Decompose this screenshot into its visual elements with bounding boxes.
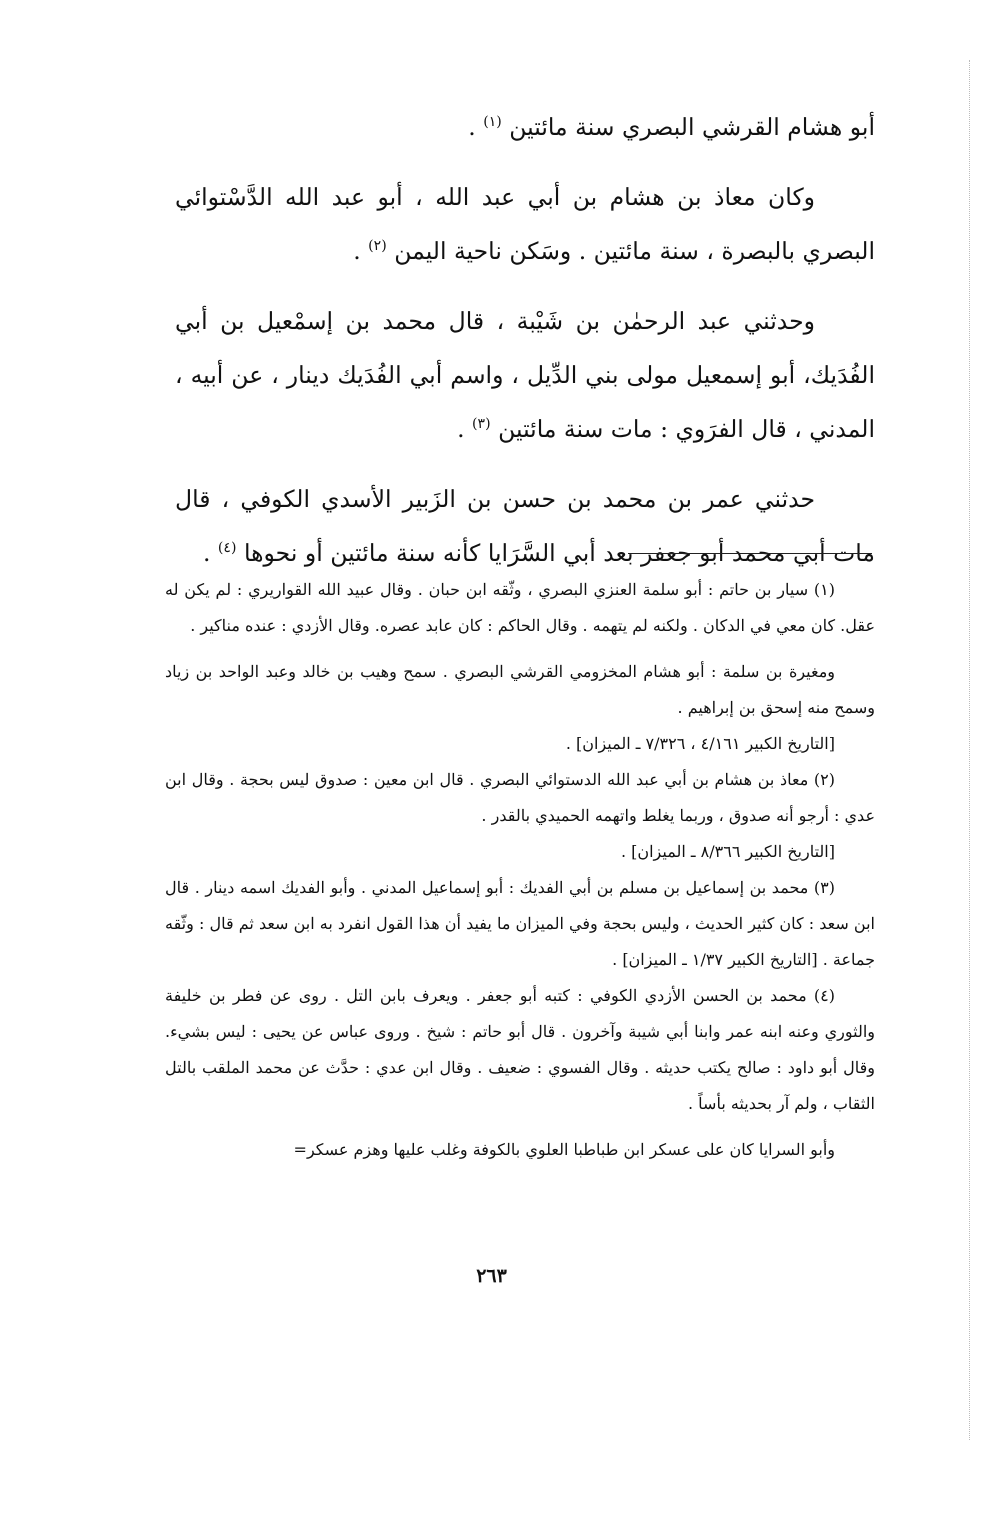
punctuation: . <box>468 113 484 141</box>
footnote-2: (٢) معاذ بن هشام بن أبي عبد الله الدستوائي البصري . قال ابن معين : صدوق ليس بحجة . وقال ابن عدي : أرجو أنه صدوق ، وربما يغلط واتهمه الحميدي بالقدر . <box>165 770 875 825</box>
punctuation: . <box>202 539 218 567</box>
footnotes <box>165 572 875 1168</box>
paragraph <box>175 472 875 580</box>
footnote-ref[interactable]: (٣) <box>472 416 491 433</box>
paragraph-text: وكان معاذ بن هشام بن أبي عبد الله ، أبو عبد الله الدَّسْتوائي البصري بالبصرة ، سنة مائتين . وسَكن ناحية اليمن <box>175 183 875 265</box>
footnote-4-continued: وأبو السرايا كان على عسكر ابن طباطبا العلوي بالكوفة وغلب عليها وهزم عسكر= <box>293 1140 835 1159</box>
footnote-ref[interactable]: (٤) <box>217 540 237 557</box>
page-number: ٢٦٣ <box>476 1265 507 1287</box>
paragraph <box>175 294 875 456</box>
footnote-3: (٣) محمد بن إسماعيل بن مسلم بن أبي الفديك : أبو إسماعيل المدني . وأبو الفديك اسمه دينار . قال ابن سعد : كان كثير الحديث ، وليس بحجة وفي الميزان ما يفيد أن هذا القول انفرد به ابن سعد ثم قال : وثّقه جماعة . [التاريخ الكبير ١/٣٧ ـ الميزان] . <box>165 878 876 969</box>
paragraph <box>175 170 875 278</box>
punctuation: . <box>457 415 473 443</box>
footnote-1-continued: ومغيرة بن سلمة : أبو هشام المخزومي القرشي البصري . سمح وهيب بن خالد وعبد الواحد بن زياد وسمح منه إسحق بن إبراهيم . <box>165 662 875 717</box>
footnote-ref[interactable]: (٢) <box>368 238 387 255</box>
footnote-4: (٤) محمد بن الحسن الأزدي الكوفي : كتبه أبو جعفر . ويعرف بابن التل . روى عن فطر بن خليفة والثوري وعنه ابنه عمر وابنا أبي شيبة وآخرون . قال أبو حاتم : شيخ . وروى عباس عن يحيى : ليس بشيء. وقال أبو داود : صالح يكتب حديثه . وقال الفسوي : ضعيف . وقال ابن عدي : حدَّث عن محمد الملقب بالتل الثقاب ، ولم آر بحديثه بأساً . <box>165 986 875 1113</box>
paragraph-text: أبو هشام القرشي البصري سنة مائتين <box>509 113 875 141</box>
paragraph-text: وحدثني عبد الرحمٰن بن شَيْبة ، قال محمد بن إسمْعيل بن أبي الفُدَيك، أبو إسمعيل مولى بني الدِّيل ، واسم أبي الفُدَيك دينار ، عن أبيه ، المدني ، قال الفرَوي : مات سنة مائتين <box>175 307 875 443</box>
footnote-1-reference: [التاريخ الكبير ٤/١٦١ ، ٧/٣٢٦ ـ الميزان] . <box>565 734 835 753</box>
paragraph <box>175 100 875 154</box>
paragraph-text: حدثني عمر بن محمد بن حسن بن الزَبير الأسدي الكوفي ، قال مات أبي محمد أبو جعفر بعد أبي السَّرَايا كأنه سنة مائتين أو نحوها <box>175 485 875 567</box>
footnote-1: (١) سيار بن حاتم : أبو سلمة العنزي البصري ، وثّقه ابن حبان . وقال عبيد الله القواريري : لم يكن له عقل. كان معي في الدكان . ولكنه لم يتهمه . وقال الحاكم : كان عابد عصره. وقال الأزدي : عنده مناكير . <box>165 580 875 635</box>
footnote-2-reference: [التاريخ الكبير ٨/٣٦٦ ـ الميزان] . <box>620 842 835 861</box>
main-text <box>175 100 875 596</box>
scan-edge-dots <box>969 60 970 1440</box>
footnote-ref[interactable]: (١) <box>483 114 502 131</box>
footnote-separator <box>628 553 872 554</box>
punctuation: . <box>353 237 369 265</box>
